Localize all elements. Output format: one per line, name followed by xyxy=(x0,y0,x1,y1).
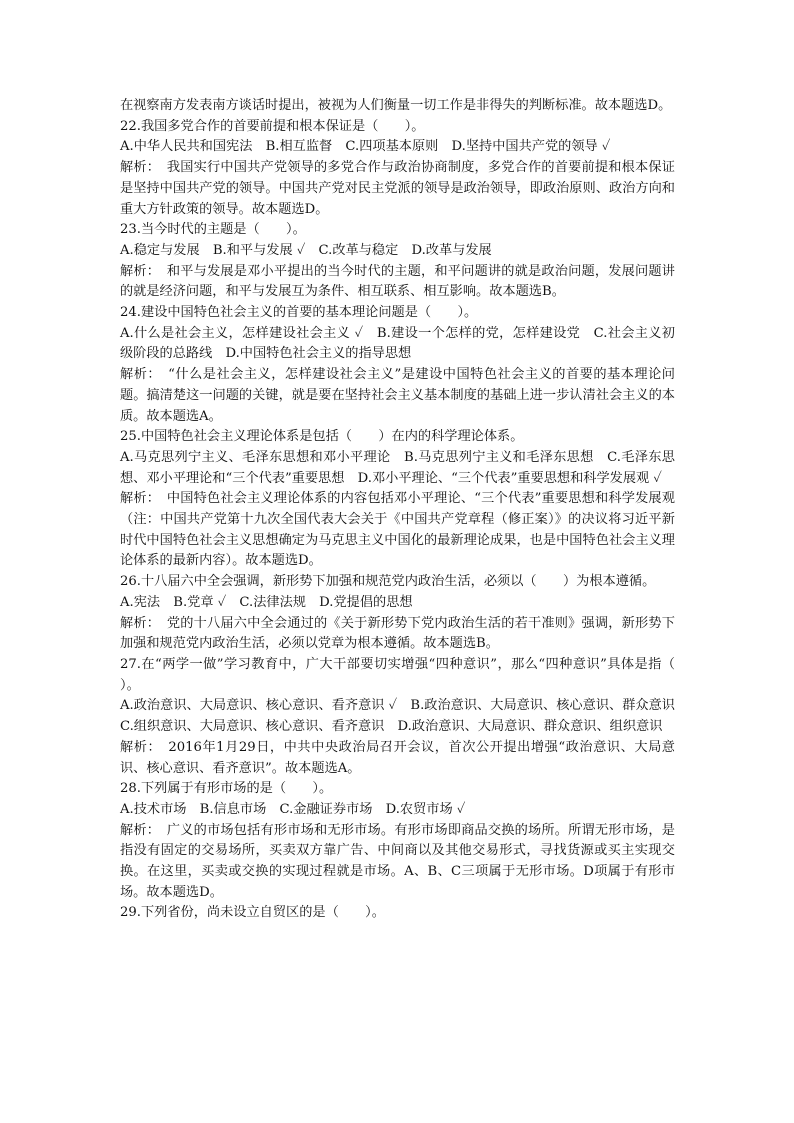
question-26: 26.十八届六中全会强调，新形势下加强和规范党内政治生活，必须以（ ）为根本遵循。 xyxy=(120,574,656,590)
question-29: 29.下列省份，尚未设立自贸区的是（ ）。 xyxy=(120,905,385,921)
options-26: A.宪法 B.党章 ✓ C.法律法规 D.党提倡的思想 xyxy=(120,594,413,610)
document-page xyxy=(120,96,702,924)
analysis-23: 解析： 和平与发展是邓小平提出的当今时代的主题，和平问题讲的就是政治问题，发展问题讲的就是经济问题，和平与发展互为条件、相互联系、相互影响。故本题选B。 xyxy=(120,263,675,300)
options-28: A.技术市场 B.信息市场 C.金融证券市场 D.农贸市场 ✓ xyxy=(120,801,466,817)
question-24: 24.建设中国特色社会主义的首要的基本理论问题是（ ）。 xyxy=(120,305,478,321)
options-25: A.马克思列宁主义、毛泽东思想和邓小平理论 B.马克思列宁主义和毛泽东思想 C.毛泽东思想、邓小平理论和“三个代表”重要思想 D.邓小平理论、“三个代表”重要思想和科学发展观 ✓ xyxy=(120,449,675,486)
options-24: A.什么是社会主义，怎样建设社会主义 ✓ B.建设一个怎样的党，怎样建设党 C.社会主义初级阶段的总路线 D.中国特色社会主义的指导思想 xyxy=(120,325,675,362)
question-27: 27.在“两学一做”学习教育中，广大干部要切实增强“四种意识”，那么“四种意识”具体是指（ ）。 xyxy=(120,656,702,693)
question-28: 28.下列属于有形市场的是（ ）。 xyxy=(120,781,333,797)
analysis-24: 解析： “什么是社会主义，怎样建设社会主义”是建设中国特色社会主义的首要的基本理论问题。搞清楚这一问题的关键，就是要在坚持社会主义基本制度的基础上进一步认清社会主义的本质。故本题选A。 xyxy=(120,367,675,424)
question-25: 25.中国特色社会主义理论体系是包括（ ）在内的科学理论体系。 xyxy=(120,429,524,445)
options-22: A.中华人民共和国宪法 B.相互监督 C.四项基本原则 D.坚持中国共产党的领导 ✓ xyxy=(120,139,611,155)
analysis-28: 解析： 广义的市场包括有形市场和无形市场。有形市场即商品交换的场所。所谓无形市场，是指没有固定的交易场所，买卖双方靠广告、中间商以及其他交易形式，寻找货源或买主实现交换。在这里，买卖或交换的实现过程就是市场。A、B、C三项属于无形市场。D项属于有形市场。故本题选D。 xyxy=(120,822,675,900)
analysis-27: 解析： 2016年1月29日，中共中央政治局召开会议，首次公开提出增强“政治意识、大局意识、核心意识、看齐意识”。故本题选A。 xyxy=(120,739,675,776)
options-23: A.稳定与发展 B.和平与发展 ✓ C.改革与稳定 D.改革与发展 xyxy=(120,242,492,258)
question-22: 22.我国多党合作的首要前提和根本保证是（ ）。 xyxy=(120,118,425,134)
analysis-25: 解析： 中国特色社会主义理论体系的内容包括邓小平理论、“三个代表”重要思想和科学发展观（注：中国共产党第十九次全国代表大会关于《中国共产党章程（修正案）》的决议将习近平新时代中国特色社会主义思想确定为马克思主义中国化的最新理论成果，也是中国特色社会主义理论体系的最新内容）。故本题选D。 xyxy=(120,491,675,569)
options-27: A.政治意识、大局意识、核心意识、看齐意识 ✓ B.政治意识、大局意识、核心意识、群众意识 C.组织意识、大局意识、核心意识、看齐意识 D.政治意识、大局意识、群众意识、组织意识 xyxy=(120,698,689,735)
analysis-22: 解析： 我国实行中国共产党领导的多党合作与政治协商制度，多党合作的首要前提和根本保证是坚持中国共产党的领导。中国共产党对民主党派的领导是政治领导，即政治原则、政治方向和重大方针政策的领导。故本题选D。 xyxy=(120,160,675,217)
question-23: 23.当今时代的主题是（ ）。 xyxy=(120,222,306,238)
answer-paragraph: 在视察南方发表南方谈话时提出，被视为人们衡量一切工作是非得失的判断标准。故本题选D。 xyxy=(120,98,672,113)
analysis-26: 解析： 党的十八届六中全会通过的《关于新形势下党内政治生活的若干准则》强调，新形势下加强和规范党内政治生活，必须以党章为根本遵循。故本题选B。 xyxy=(120,615,675,652)
